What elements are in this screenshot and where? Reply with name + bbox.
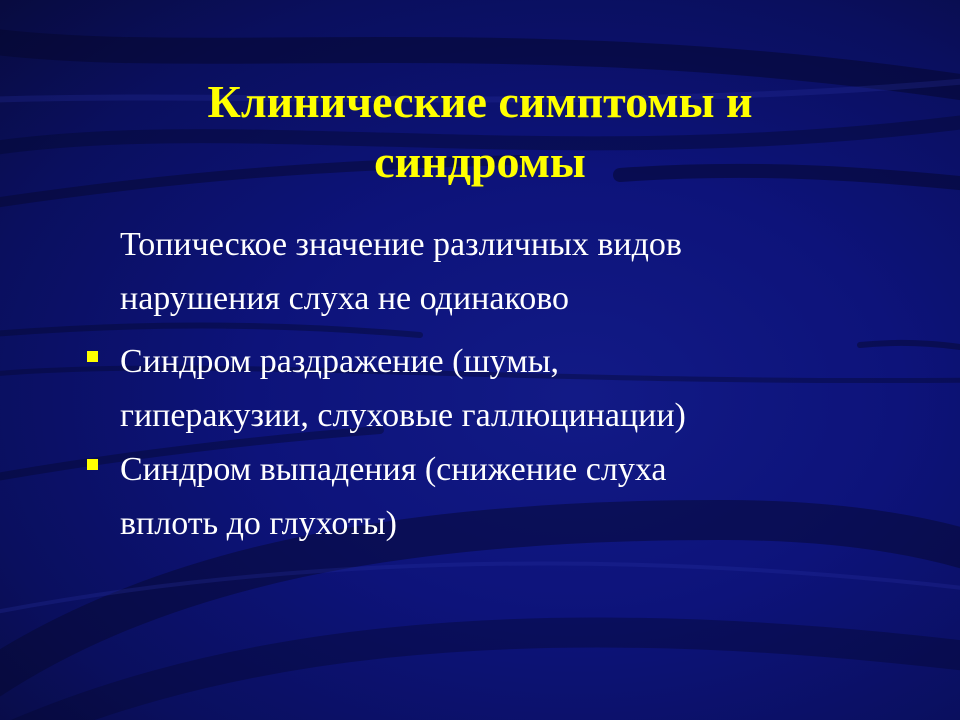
slide-title-line: Клинические симптомы и [207, 76, 753, 127]
square-bullet-icon [87, 351, 98, 362]
text-line: нарушения слуха не одинаково [120, 280, 570, 317]
text-line: Синдром выпадения (снижение слуха [120, 451, 667, 488]
bullet-item-irritation-syndrome [120, 335, 920, 443]
square-bullet-icon [87, 459, 98, 470]
bullet-item-loss-syndrome [120, 443, 920, 551]
wave-stroke [0, 326, 420, 335]
slide-title-line: синдромы [374, 136, 586, 187]
slide-title [80, 72, 880, 192]
text-line: Синдром раздражение (шумы, [120, 343, 560, 380]
wave-stroke [0, 632, 960, 720]
text-line: вплоть до глухоты) [120, 505, 397, 542]
paragraph-topical-significance [120, 218, 920, 326]
text-line: Топическое значение различных видов [120, 226, 682, 263]
text-line: гиперакузии, слуховые галлюцинации) [120, 397, 686, 434]
